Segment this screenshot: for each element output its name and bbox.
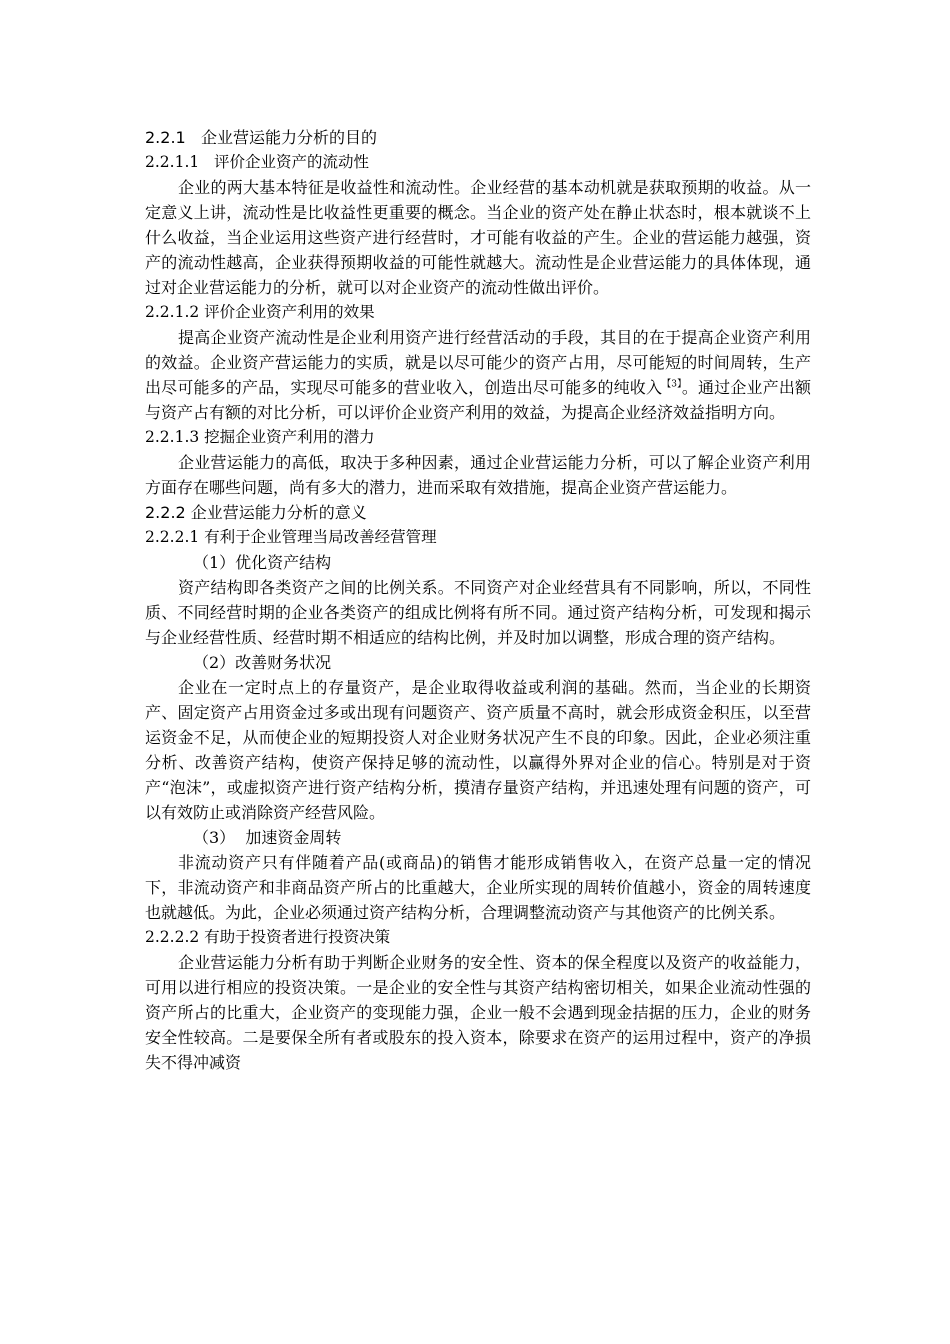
heading-2-2-2-2: 2.2.2.2 有助于投资者进行投资决策 (145, 928, 391, 946)
subheading-optimize-asset-structure: （1）优化资产结构 (193, 553, 332, 572)
heading-2-2-1-3: 2.2.1.3 挖掘企业资产利用的潜力 (145, 428, 375, 446)
paragraph-accelerate-capital-turnover: 非流动资产只有伴随着产品(或商品)的销售才能形成销售收入，在资产总量一定的情况下，非流动资产和非商品资产所占的比重越大，企业所实现的周转价值越小，资金的周转速度也就越低。为此，企业必须通过资产结构分析，合理调整流动资产与其他资产的比例关系。 (145, 853, 811, 922)
heading-2-2-1-2: 2.2.1.2 评价企业资产利用的效果 (145, 303, 375, 321)
subheading-accelerate-capital-turnover: （3） 加速资金周转 (193, 828, 342, 847)
heading-2-2-1: 2.2.1 企业营运能力分析的目的 (145, 128, 377, 147)
paragraph-2-2-1-2 (145, 325, 811, 425)
heading-2-2-1-1: 2.2.1.1 评价企业资产的流动性 (145, 153, 370, 171)
heading-2-2-2: 2.2.2 企业营运能力分析的意义 (145, 503, 367, 522)
subheading-improve-financial-status: （2）改善财务状况 (193, 653, 332, 672)
paragraph-2-2-1-3: 企业营运能力的高低，取决于多种因素，通过企业营运能力分析，可以了解企业资产利用方面存在哪些问题，尚有多大的潜力，进而采取有效措施，提高企业资产营运能力。 (145, 453, 811, 497)
paragraph-2-2-1-2-part-b: 。通过企业产出额与资产占有额的对比分析，可以评价企业资产利用的效益，为提高企业经济效益指明方向。 (145, 378, 811, 422)
citation-marker: 【3】 (662, 379, 682, 390)
paragraph-2-2-1-2-part-a: 提高企业资产流动性是企业利用资产进行经营活动的手段，其目的在于提高企业资产利用的效益。企业资产营运能力的实质，就是以尽可能少的资产占用，尽可能短的时间周转，生产出尽可能多的产品，实现尽可能多的营业收入，创造出尽可能多的纯收入 (145, 328, 811, 397)
paragraph-improve-financial-status: 企业在一定时点上的存量资产，是企业取得收益或利润的基础。然而，当企业的长期资产、固定资产占用资金过多或出现有问题资产、资产质量不高时，就会形成资金积压，以至营运资金不足，从而使企业的短期投资人对企业财务状况产生不良的印象。因此，企业必须注重分析、改善资产结构，使资产保持足够的流动性，以赢得外界对企业的信心。特别是对于资产“泡沫”，或虚拟资产进行资产结构分析，摸清存量资产结构，并迅速处理有问题的资产，可以有效防止或消除资产经营风险。 (145, 678, 811, 822)
document-page (145, 125, 811, 1075)
paragraph-2-2-2-2: 企业营运能力分析有助于判断企业财务的安全性、资本的保全程度以及资产的收益能力，可用以进行相应的投资决策。一是企业的安全性与其资产结构密切相关，如果企业流动性强的资产所占的比重大，企业资产的变现能力强，企业一般不会遇到现金拮据的压力，企业的财务安全性较高。二是要保全所有者或股东的投入资本，除要求在资产的运用过程中，资产的净损失不得冲减资 (145, 953, 811, 1072)
paragraph-optimize-asset-structure: 资产结构即各类资产之间的比例关系。不同资产对企业经营具有不同影响，所以，不同性质、不同经营时期的企业各类资产的组成比例将有所不同。通过资产结构分析，可发现和揭示与企业经营性质、经营时期不相适应的结构比例，并及时加以调整，形成合理的资产结构。 (145, 578, 811, 647)
heading-2-2-2-1: 2.2.2.1 有利于企业管理当局改善经营管理 (145, 528, 437, 546)
paragraph-2-2-1-1: 企业的两大基本特征是收益性和流动性。企业经营的基本动机就是获取预期的收益。从一定意义上讲，流动性是比收益性更重要的概念。当企业的资产处在静止状态时，根本就谈不上什么收益，当企业运用这些资产进行经营时，才可能有收益的产生。企业的营运能力越强，资产的流动性越高，企业获得预期收益的可能性就越大。流动性是企业营运能力的具体体现，通过对企业营运能力的分析，就可以对企业资产的流动性做出评价。 (145, 178, 811, 297)
